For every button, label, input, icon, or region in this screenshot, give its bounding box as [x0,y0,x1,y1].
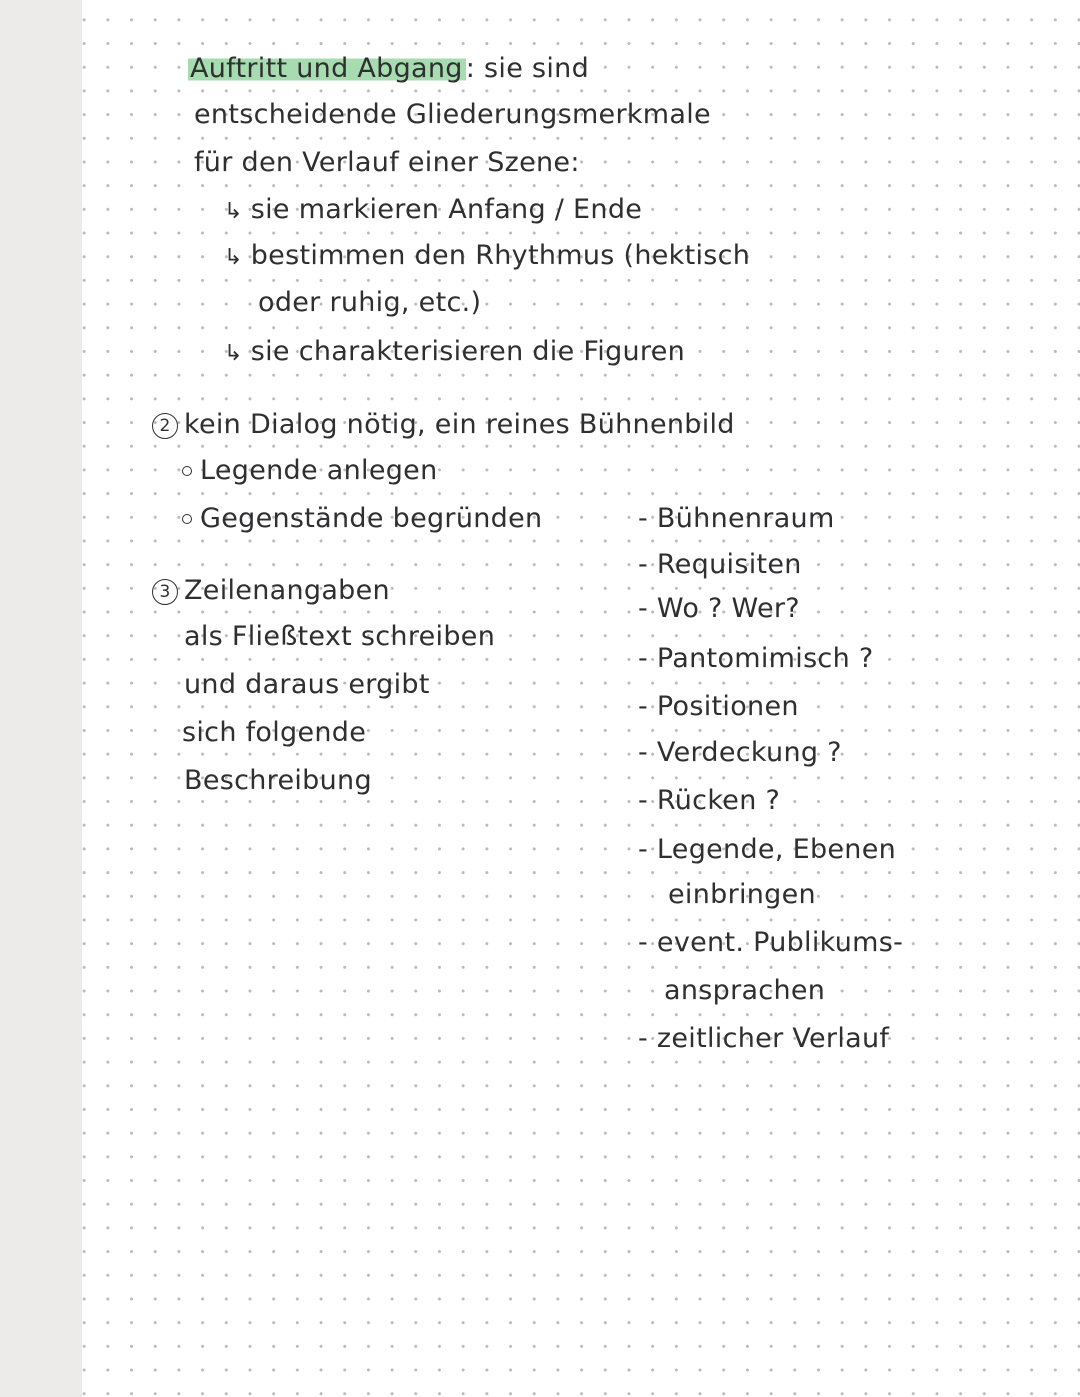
section3-line2: als Fließtext schreiben [184,621,496,652]
section1-line3: für den Verlauf einer Szene: [194,147,580,178]
section3-line1-text: Zeilenangaben [184,575,390,606]
checklist-item: - Requisiten [638,549,802,580]
section1-line1 [188,52,589,86]
section3-line1 [152,574,390,608]
checklist-item: - event. Publikums- [638,927,904,958]
checklist-item: - zeitlicher Verlauf [638,1023,890,1054]
section1-point-2 [224,239,750,275]
checklist-item: - Rücken ? [638,785,781,816]
checklist-item: - Positionen [638,691,799,722]
circle-bullet-icon [182,466,192,476]
checklist-item: - Bühnenraum [638,503,835,534]
checklist-item: - Verdeckung ? [638,737,842,768]
checklist-item-continued: ansprachen [664,975,826,1006]
section2-title [152,408,735,442]
section1-point-3 [224,335,685,371]
point-text: sie charakterisieren die Figuren [250,336,686,367]
dotted-notebook-page [82,0,1080,1397]
section1-line2: entscheidende Gliederungsmerkmale [194,99,711,130]
turn-arrow-icon: ↳ [224,245,243,270]
circled-number-3: 3 [152,579,178,605]
section3-line5: Beschreibung [184,765,372,796]
section3-line3: und daraus ergibt [184,669,430,700]
turn-arrow-icon: ↳ [224,341,243,366]
point-text: bestimmen den Rhythmus (hektisch [250,240,751,271]
highlighted-term: Auftritt und Abgang [188,53,466,84]
section1-point-2-continued: oder ruhig, etc.) [258,287,482,318]
section2-title-text: kein Dialog nötig, ein reines Bühnenbild [184,409,735,440]
turn-arrow-icon: ↳ [224,199,243,224]
bullet-text: Legende anlegen [200,455,438,486]
checklist-item: - Wo ? Wer? [638,593,800,624]
bullet-text: Gegenstände begründen [200,503,543,534]
section1-point-1 [224,193,642,229]
circle-bullet-icon [182,514,192,524]
section1-line1-rest: : sie sind [465,53,590,84]
section3-line4: sich folgende [182,717,367,748]
section2-bullet-2 [182,502,542,536]
checklist-item: - Legende, Ebenen [638,834,897,865]
circled-number-2: 2 [152,413,178,439]
section2-bullet-1 [182,454,438,488]
checklist-item: - Pantomimisch ? [638,643,874,674]
checklist-item-continued: einbringen [668,879,816,910]
point-text: sie markieren Anfang / Ende [250,194,643,225]
